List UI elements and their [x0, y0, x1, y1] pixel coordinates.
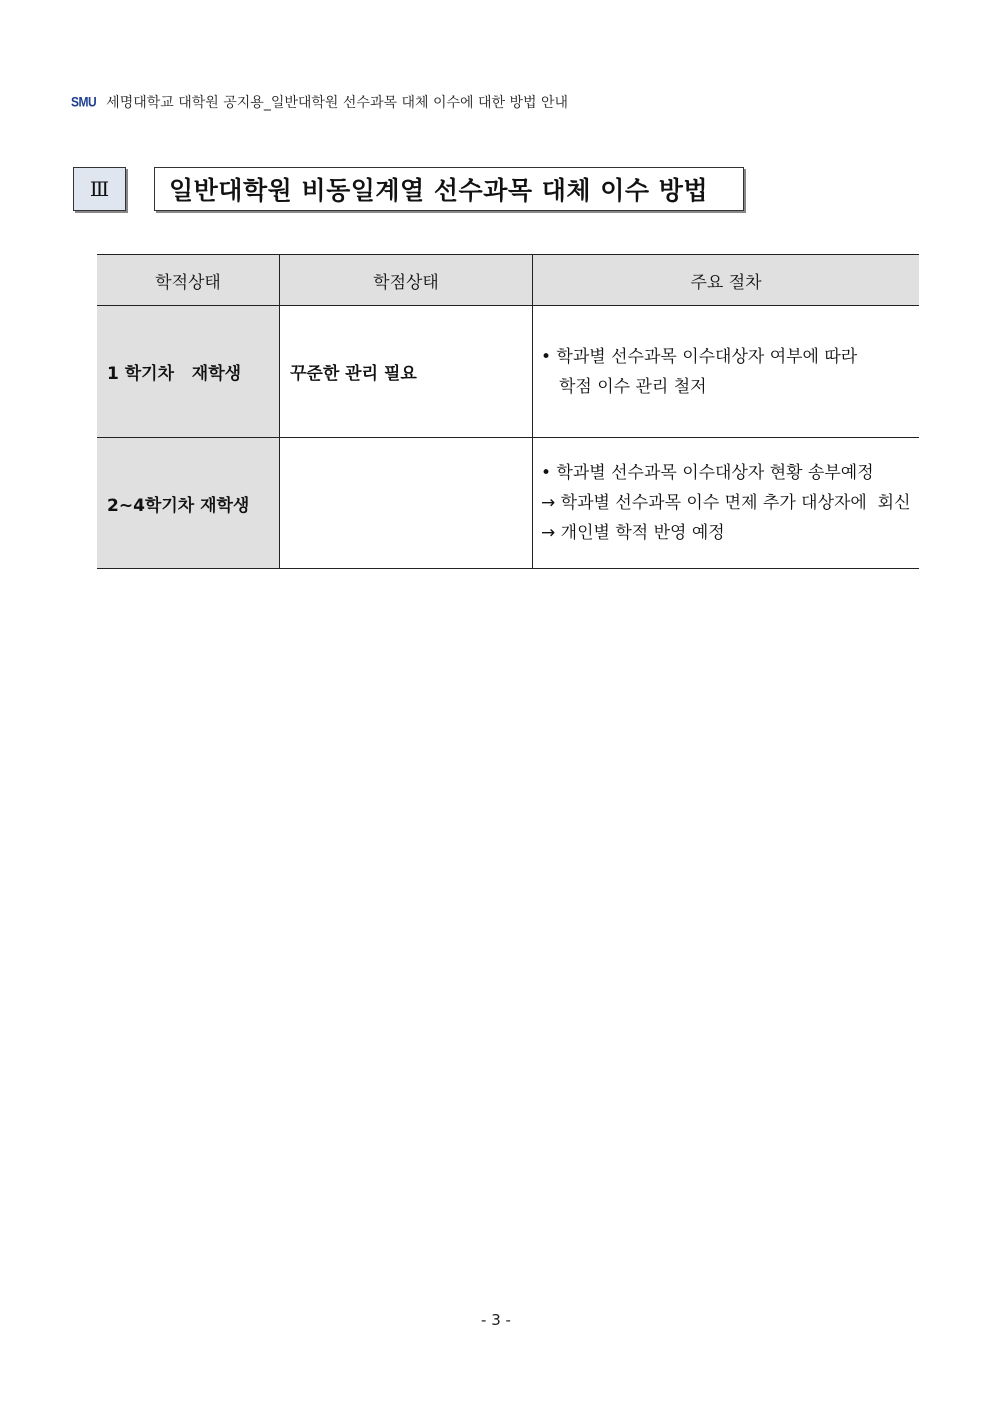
- table-header-row: [97, 255, 919, 306]
- status-cell: [97, 438, 280, 569]
- smu-logo: SMU: [71, 93, 97, 111]
- procedure-cell: [533, 306, 920, 438]
- page-number: - 3 -: [481, 1311, 511, 1329]
- column-header-procedure: 주요 절차: [533, 255, 920, 306]
- header-text: 세명대학교 대학원 공지용_일반대학원 선수과목 대체 이수에 대한 방법 안내: [106, 95, 569, 111]
- section-number-box: Ⅲ: [73, 167, 126, 211]
- procedure-line: 학점 이수 관리 철저: [559, 376, 707, 397]
- status-text: 1 학기차 재학생: [107, 364, 242, 384]
- status-text: 2~4학기차 재학생: [107, 495, 250, 516]
- status-cell: [97, 306, 280, 438]
- column-header-status: 학적상태: [97, 255, 280, 306]
- procedure-cell: [533, 438, 920, 569]
- procedure-table: [97, 254, 919, 569]
- table-row: [97, 306, 919, 438]
- procedure-line: → 학과별 선수과목 이수 면제 추가 대상자에 회신: [541, 493, 911, 513]
- section-title: 일반대학원 비동일계열 선수과목 대체 이수 방법: [154, 167, 744, 211]
- credit-cell: [280, 438, 533, 569]
- table-row: [97, 438, 919, 569]
- procedure-line: • 학과별 선수과목 이수대상자 현황 송부예정: [541, 463, 874, 483]
- procedure-line: → 개인별 학적 반영 예정: [541, 523, 725, 543]
- procedure-line: • 학과별 선수과목 이수대상자 여부에 따라: [541, 346, 858, 367]
- column-header-credit: 학점상태: [280, 255, 533, 306]
- credit-cell: 꾸준한 관리 필요: [280, 306, 533, 438]
- document-header: [71, 92, 568, 112]
